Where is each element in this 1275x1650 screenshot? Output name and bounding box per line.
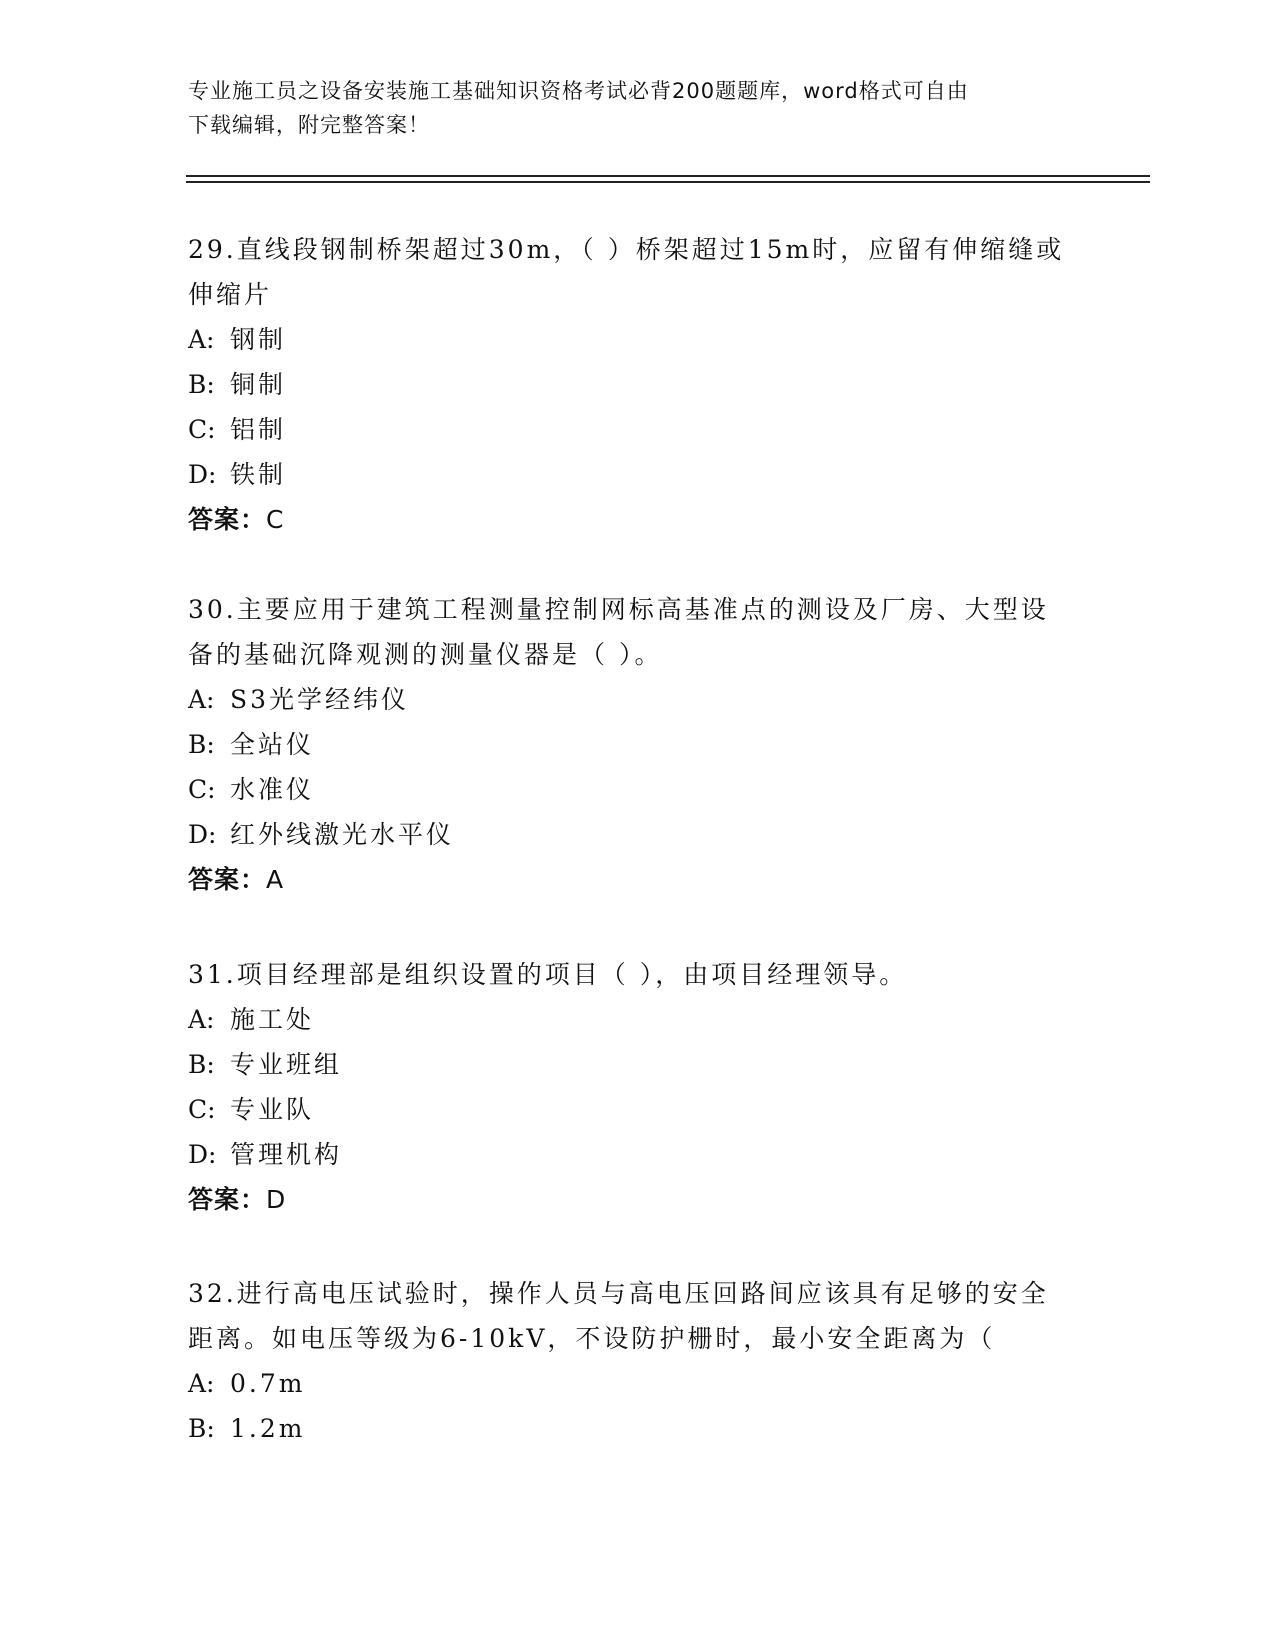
option-key: D: (188, 460, 217, 489)
option-b (188, 362, 1088, 407)
answer-value: D (266, 1185, 287, 1214)
option-text: 水准仪 (230, 775, 315, 804)
option-b (188, 1042, 1088, 1087)
question-stem-line: 备的基础沉降观测的测量仪器是（ ）。 (188, 640, 663, 669)
question-stem-line: 29.直线段钢制桥架超过30m，（ ）桥架超过15m时，应留有伸缩缝或 (188, 235, 1065, 264)
header-divider-bottom (186, 181, 1150, 183)
option-text: 专业班组 (230, 1050, 343, 1079)
option-text: S3光学经纬仪 (230, 685, 410, 714)
question-29 (188, 227, 1088, 543)
question-stem-line: 30.主要应用于建筑工程测量控制网标高基准点的测设及厂房、大型设 (188, 595, 1049, 624)
question-32 (188, 1271, 1088, 1451)
answer-label: 答案： (188, 505, 267, 534)
option-d (188, 1132, 1088, 1177)
option-key: D: (188, 820, 217, 849)
answer-label: 答案： (188, 1185, 267, 1214)
header-divider-top (186, 175, 1150, 177)
option-text: 铜制 (230, 370, 287, 399)
option-text: 0.7m (230, 1369, 306, 1398)
option-key: C: (188, 775, 216, 804)
option-text: 铁制 (230, 460, 287, 489)
option-key: B: (188, 370, 215, 399)
option-d (188, 452, 1088, 497)
header-line-2: 下载编辑，附完整答案！ (188, 113, 430, 137)
option-a (188, 997, 1088, 1042)
question-30 (188, 587, 1088, 903)
option-a (188, 1361, 1088, 1406)
option-key: B: (188, 730, 215, 759)
option-key: C: (188, 1095, 216, 1124)
option-key: C: (188, 415, 216, 444)
option-key: A: (188, 1005, 215, 1034)
option-text: 施工处 (230, 1005, 315, 1034)
option-key: A: (188, 685, 215, 714)
option-c (188, 767, 1088, 812)
option-key: B: (188, 1050, 215, 1079)
answer-label: 答案： (188, 865, 267, 894)
option-a (188, 677, 1088, 722)
answer-value: C (266, 505, 285, 534)
answer-line (188, 1177, 1088, 1223)
question-stem-line: 32.进行高电压试验时，操作人员与高电压回路间应该具有足够的安全 (188, 1279, 1049, 1308)
answer-value: A (266, 865, 285, 894)
document-header (188, 74, 1088, 142)
option-d (188, 812, 1088, 857)
option-text: 1.2m (230, 1414, 306, 1443)
question-stem-line: 距离。如电压等级为6-10kV，不设防护栅时，最小安全距离为（ (188, 1324, 996, 1353)
answer-line (188, 857, 1088, 903)
option-text: 全站仪 (230, 730, 315, 759)
option-a (188, 317, 1088, 362)
question-31 (188, 952, 1088, 1223)
option-text: 管理机构 (230, 1140, 343, 1169)
header-line-1: 专业施工员之设备安装施工基础知识资格考试必背200题题库，word格式可自由 (188, 79, 969, 103)
option-key: B: (188, 1414, 215, 1443)
option-text: 红外线激光水平仪 (230, 820, 455, 849)
option-key: D: (188, 1140, 217, 1169)
answer-line (188, 497, 1088, 543)
option-text: 专业队 (230, 1095, 315, 1124)
option-key: A: (188, 325, 215, 354)
option-text: 钢制 (230, 325, 287, 354)
option-c (188, 407, 1088, 452)
option-key: A: (188, 1369, 215, 1398)
option-c (188, 1087, 1088, 1132)
question-stem-line: 伸缩片 (188, 280, 273, 309)
question-stem-line: 31.项目经理部是组织设置的项目（ ），由项目经理领导。 (188, 960, 908, 989)
option-b (188, 722, 1088, 767)
option-text: 铝制 (230, 415, 287, 444)
option-b (188, 1406, 1088, 1451)
